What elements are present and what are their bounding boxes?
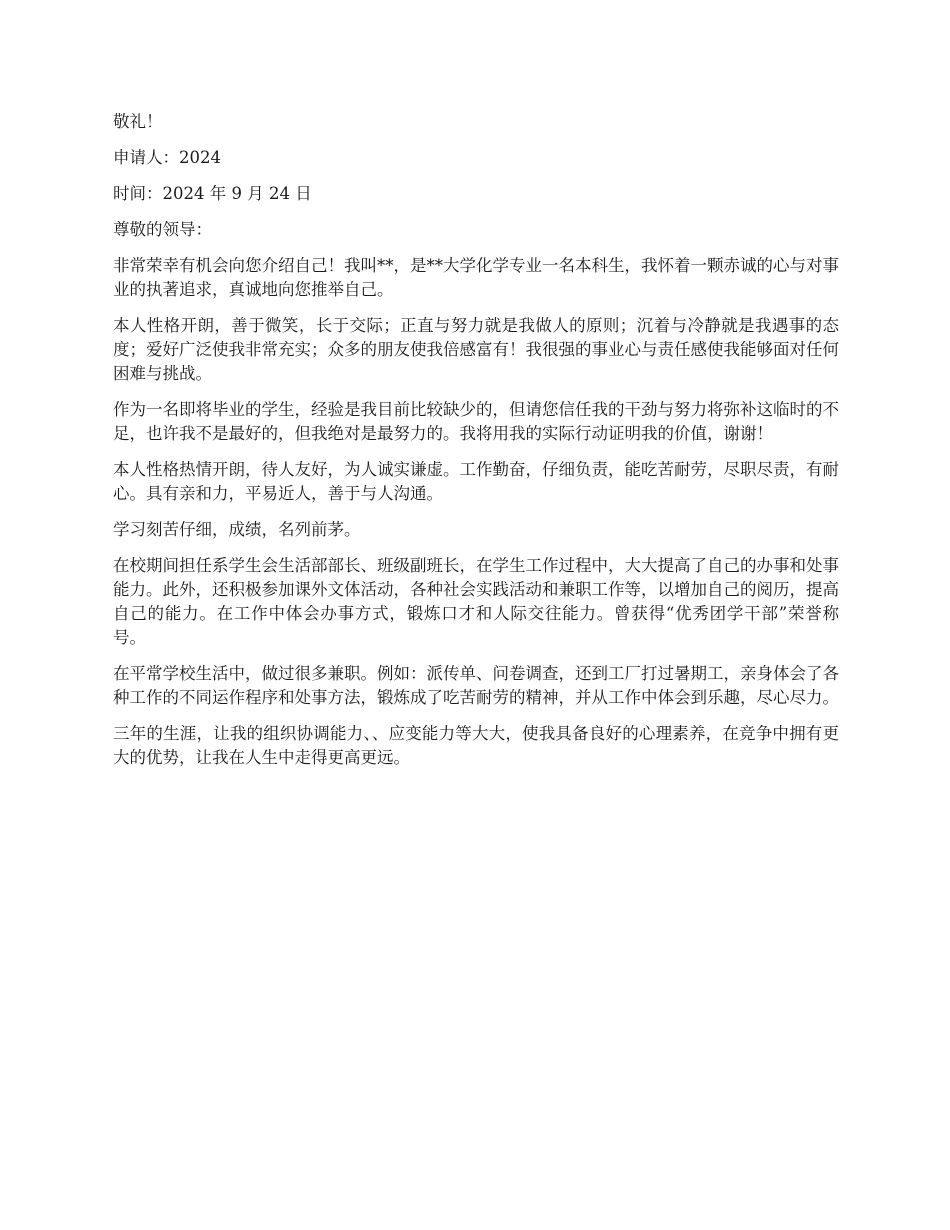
body-paragraph-4: 本人性格热情开朗，待人友好，为人诚实谦虚。工作勤奋，仔细负责，能吃苦耐劳，尽职尽责，有耐心。具有亲和力，平易近人，善于与人沟通。: [113, 460, 839, 503]
date-line: 时间：2024 年 9 月 24 日: [113, 184, 312, 203]
closing-line: 敬礼！: [113, 112, 163, 131]
body-paragraph-1: 非常荣幸有机会向您介绍自己！我叫**，是**大学化学专业一名本科生，我怀着一颗赤诚的心与对事业的执著追求，真诚地向您推举自己。: [113, 256, 839, 299]
applicant-line: 申请人：2024: [113, 148, 221, 167]
body-paragraph-6: 在校期间担任系学生会生活部部长、班级副班长，在学生工作过程中，大大提高了自己的办事和处事能力。此外，还积极参加课外文体活动，各种社会实践活动和兼职工作等，以增加自己的阅历，提高自己的能力。在工作中体会办事方式，锻炼口才和人际交往能力。曾获得“优秀团学干部”荣誉称号。: [113, 556, 839, 647]
body-paragraph-7: 在平常学校生活中，做过很多兼职。例如：派传单、问卷调查，还到工厂打过暑期工，亲身体会了各种工作的不同运作程序和处事方法，锻炼成了吃苦耐劳的精神，并从工作中体会到乐趣，尽心尽力。: [113, 664, 839, 707]
document-page: [113, 110, 839, 782]
body-paragraph-5: 学习刻苦仔细，成绩，名列前茅。: [113, 520, 361, 539]
body-paragraph-3: 作为一名即将毕业的学生，经验是我目前比较缺少的，但请您信任我的干劲与努力将弥补这临时的不足，也许我不是最好的，但我绝对是最努力的。我将用我的实际行动证明我的价值，谢谢！: [113, 400, 839, 443]
salutation-line: 尊敬的领导：: [113, 220, 212, 239]
body-paragraph-8: 三年的生涯，让我的组织协调能力、、应变能力等大大，使我具备良好的心理素养，在竞争中拥有更大的优势，让我在人生中走得更高更远。: [113, 724, 839, 767]
body-paragraph-2: 本人性格开朗，善于微笑，长于交际；正直与努力就是我做人的原则；沉着与冷静就是我遇事的态度；爱好广泛使我非常充实；众多的朋友使我倍感富有！我很强的事业心与责任感使我能够面对任何困难与挑战。: [113, 316, 839, 383]
